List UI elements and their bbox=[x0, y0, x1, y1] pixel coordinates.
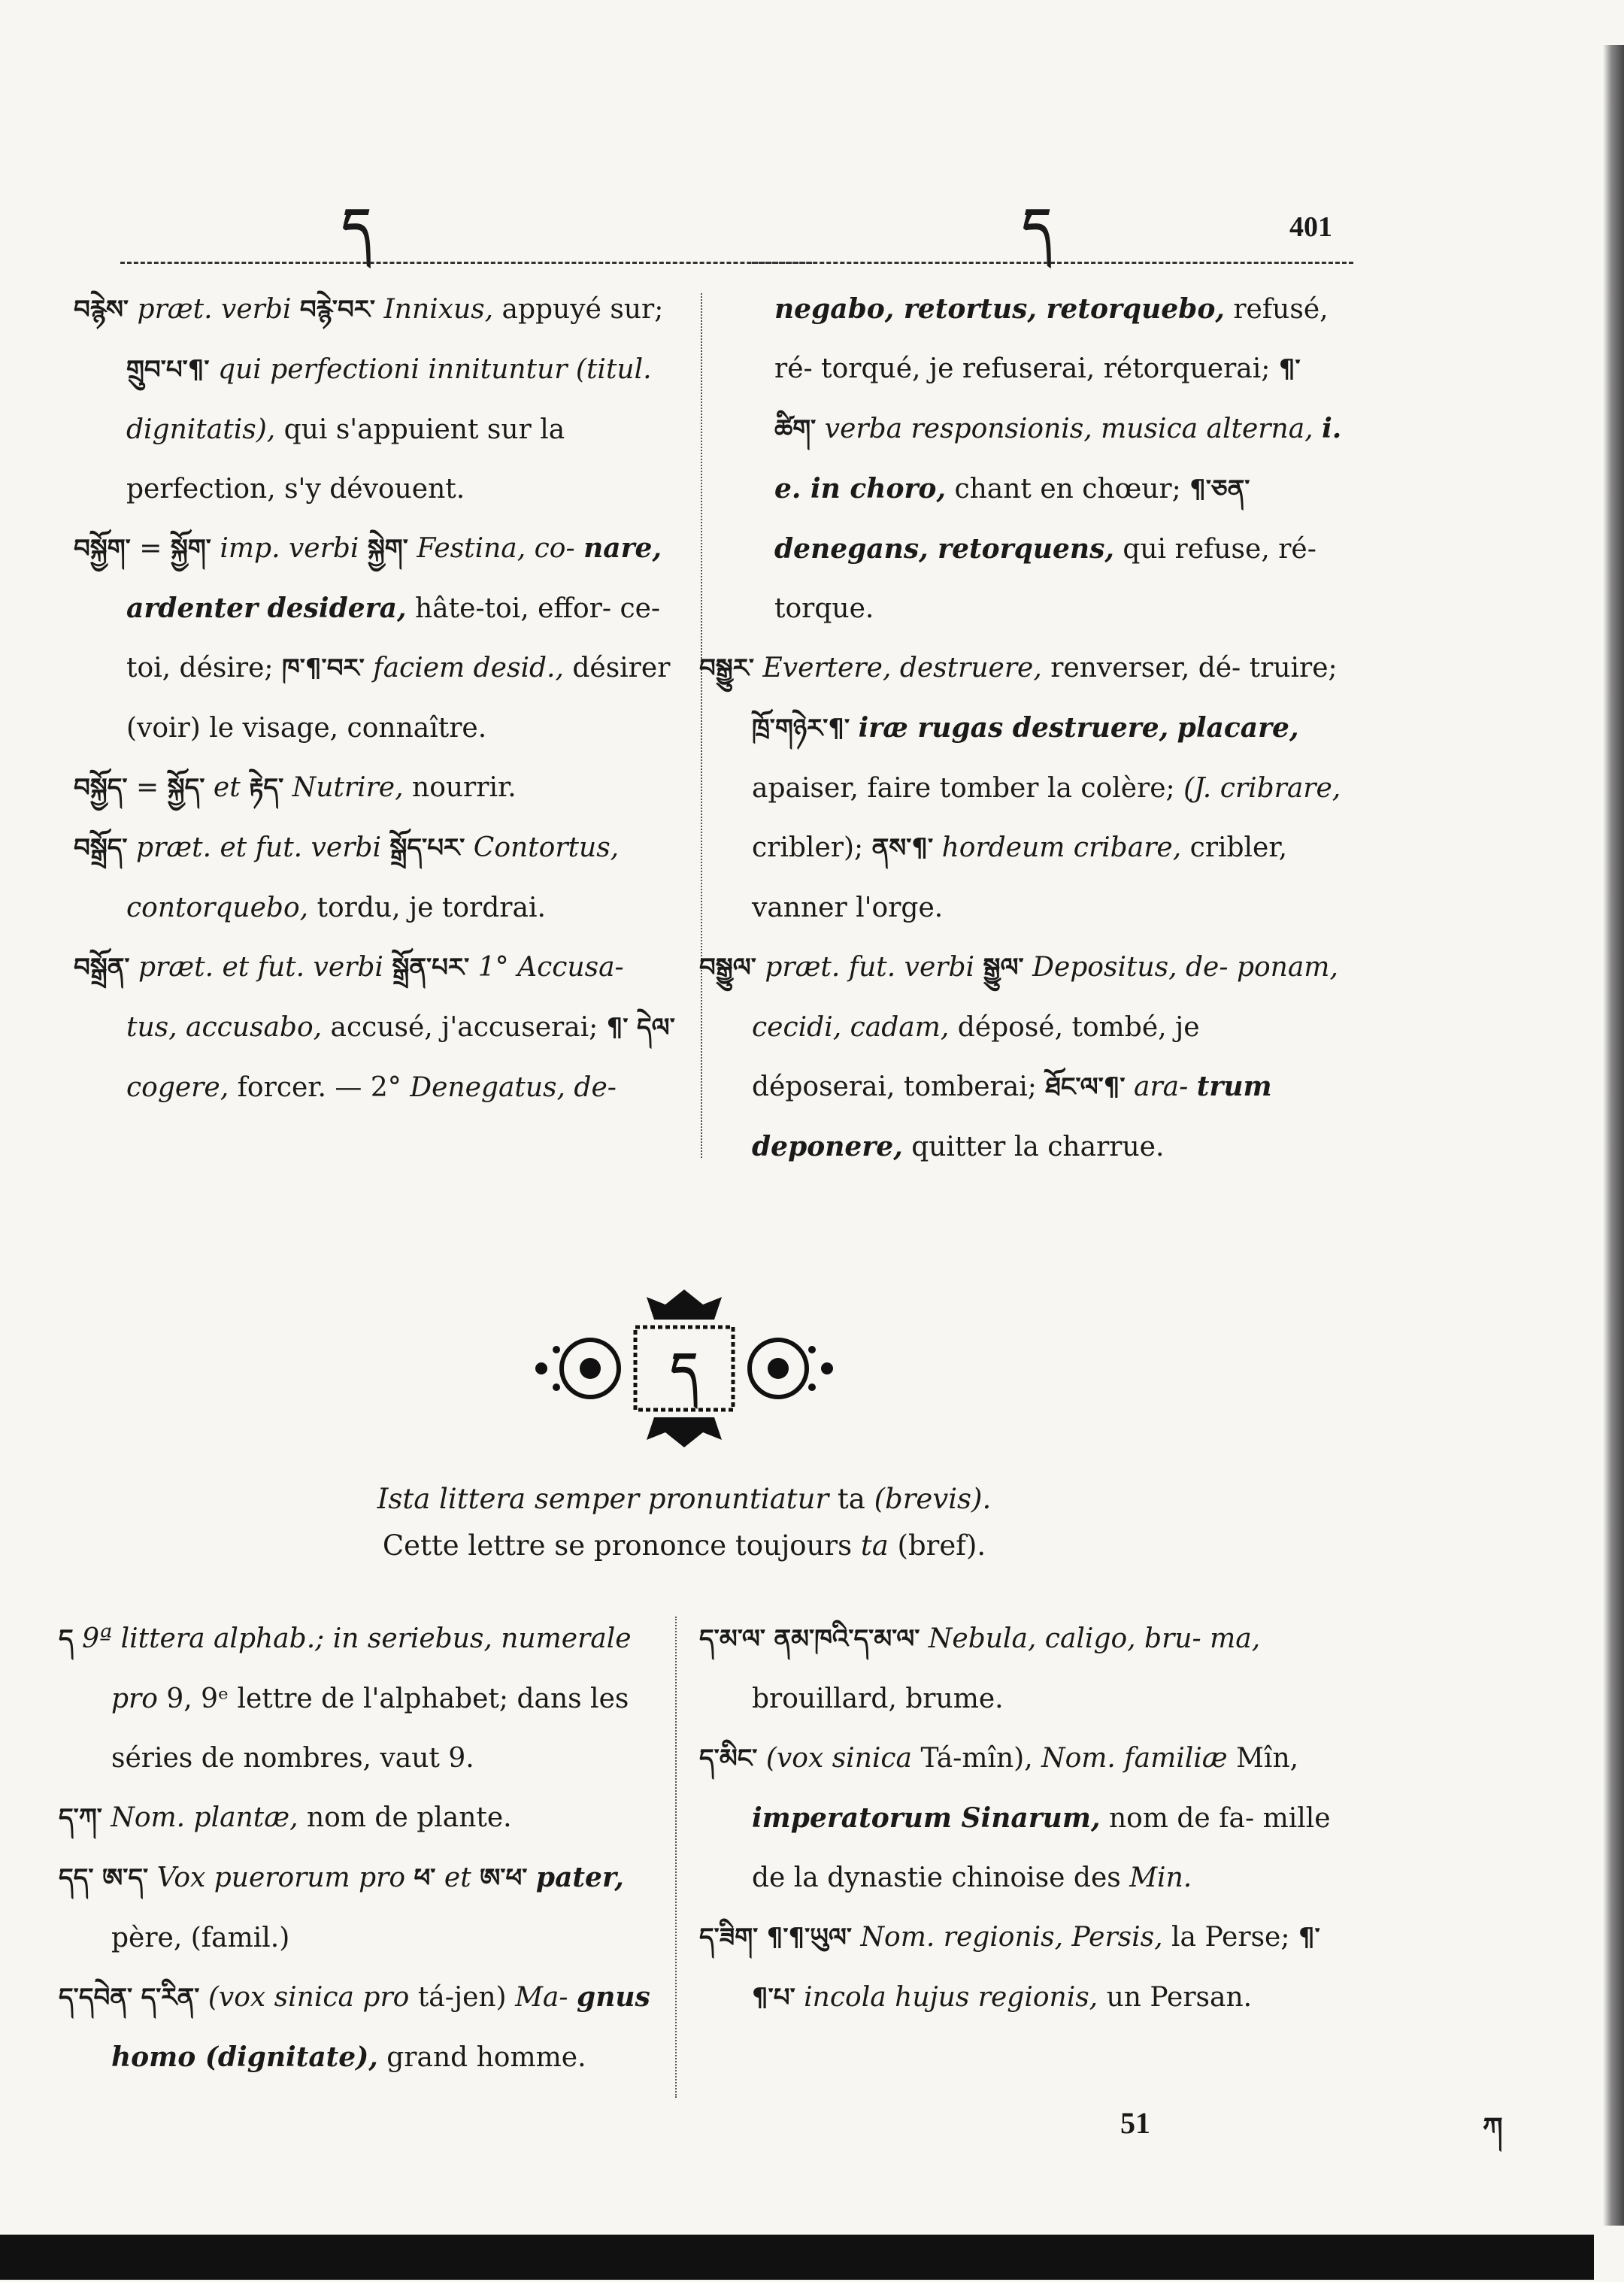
french-gloss: cribler); bbox=[752, 832, 864, 863]
french-gloss: torqué, je refuserai, rétorquerai; bbox=[821, 353, 1271, 384]
latin-note-end: (brevis). bbox=[874, 1483, 992, 1515]
dictionary-entry bbox=[59, 1609, 666, 1788]
tibetan-word: སྒྲོན་པར་ bbox=[392, 953, 470, 983]
conjunction: et bbox=[444, 1862, 471, 1893]
grammar-note: præt. et fut. verbi bbox=[138, 952, 383, 983]
tibetan-word: ཁ་¶་བར་ bbox=[281, 653, 365, 683]
tibetan-headword: ད་ཟིག་ bbox=[699, 1923, 759, 1953]
grammar-note: præt. et fut. verbi bbox=[136, 832, 381, 863]
latin-gloss: Contortus, bbox=[473, 832, 620, 863]
dictionary-entry bbox=[699, 1729, 1338, 1908]
latin-gloss: denegans, retorquens, bbox=[774, 533, 1114, 565]
latin-gloss: Evertere, destruere, bbox=[762, 653, 1042, 683]
french-gloss: chant en chœur; bbox=[954, 474, 1181, 505]
french-gloss: brouillard, brume. bbox=[752, 1683, 1004, 1714]
dictionary-entry bbox=[699, 1609, 1338, 1729]
ornament-letter: ད bbox=[671, 1342, 698, 1397]
grammar-note: præt. fut. verbi bbox=[765, 952, 975, 983]
grammar-note: præt. verbi bbox=[137, 294, 292, 325]
dictionary-entry bbox=[699, 638, 1346, 938]
tibetan-word: ཕ་ bbox=[414, 1863, 436, 1893]
tibetan-word: ནས་¶་ bbox=[871, 833, 934, 863]
tibetan-headword: ད་མ་ལ་ bbox=[699, 1624, 765, 1654]
tibetan-word: ¶་ཅན་ bbox=[1189, 474, 1250, 505]
french-gloss: torque. bbox=[774, 593, 874, 624]
tibetan-word: ཨ་ཕ་ bbox=[480, 1863, 528, 1893]
latin-gloss: cogere, bbox=[126, 1072, 229, 1103]
tibetan-word: ¶་ bbox=[606, 1013, 629, 1043]
latin-gloss: placare, bbox=[1177, 712, 1299, 744]
french-gloss: qui refuse, ré- bbox=[1123, 534, 1316, 565]
latin-gloss: gnus homo (dignitate), bbox=[111, 1981, 650, 2073]
tibetan-word: སྒྲོད་པར་ bbox=[389, 833, 465, 863]
latin-gloss: pro bbox=[111, 1683, 158, 1714]
latin-gloss: pater, bbox=[535, 1862, 624, 1893]
dictionary-entry bbox=[699, 1908, 1338, 2028]
latin-gloss: Depositus, de- bbox=[1032, 952, 1229, 983]
tibetan-headword: བསྒྲོན་ bbox=[74, 953, 130, 983]
grammar-note: imp. verbi bbox=[220, 533, 359, 564]
romanization: tá-jen) bbox=[417, 1982, 507, 2013]
tibetan-word: ཁྲོ་གཉེར་¶་ bbox=[752, 714, 850, 744]
scan-edge-shadow bbox=[1603, 45, 1624, 2226]
equals-sign: = bbox=[136, 772, 159, 803]
french-gloss: appuyé bbox=[501, 294, 601, 325]
latin-gloss: nare, ardenter desidera, bbox=[126, 532, 662, 624]
header-letter-left: ད bbox=[342, 197, 371, 256]
tibetan-word: ཐོང་ལ་¶་ bbox=[1045, 1072, 1126, 1102]
conjunction: et bbox=[213, 772, 241, 803]
latin-sound: ta bbox=[837, 1483, 865, 1515]
dictionary-entry bbox=[699, 938, 1346, 1177]
dictionary-entry-continued bbox=[722, 280, 1346, 638]
pronunciation-french bbox=[0, 1526, 1368, 1565]
french-note: Cette lettre se prononce toujours bbox=[382, 1529, 853, 1562]
french-sound: ta bbox=[860, 1529, 889, 1562]
tibetan-headword: བསྒྲོད་ bbox=[74, 833, 128, 863]
tibetan-headword: བསྒྱུལ་ bbox=[699, 953, 756, 983]
latin-gloss: (J. cribrare, bbox=[1183, 773, 1341, 804]
upper-right-column bbox=[699, 280, 1346, 1177]
latin-gloss: (vox sinica pro bbox=[208, 1982, 410, 2013]
latin-gloss: Vox puerorum pro bbox=[156, 1862, 406, 1893]
dictionary-entry bbox=[74, 758, 683, 818]
latin-gloss: 1° Accusa- bbox=[477, 952, 624, 983]
romanization: Tá-mîn), bbox=[920, 1743, 1033, 1774]
french-gloss: 9, 9ᵉ lettre de l'alphabet; dans les bbox=[166, 1683, 629, 1714]
latin-gloss: faciem desid., bbox=[373, 653, 564, 683]
header-rule-left bbox=[120, 262, 812, 264]
french-gloss: truire; bbox=[1249, 653, 1338, 683]
latin-gloss: ma, bbox=[1210, 1623, 1261, 1654]
latin-gloss: Nebula, caligo, bru- bbox=[928, 1623, 1201, 1654]
french-gloss: refusé, ré- bbox=[774, 294, 1329, 384]
tibetan-word: སྐྱོག་ bbox=[170, 534, 211, 564]
latin-gloss: Nutrire, bbox=[292, 772, 404, 803]
latin-gloss: iræ rugas destruere, bbox=[858, 712, 1169, 744]
page-number: 401 bbox=[1289, 211, 1332, 243]
french-gloss: tordu, je tordrai. bbox=[317, 892, 546, 923]
latin-gloss: imperatorum Sinarum, bbox=[752, 1802, 1101, 1834]
tibetan-word: གྲུབ་པ་¶་ bbox=[126, 355, 210, 385]
dictionary-entry bbox=[74, 519, 683, 758]
latin-gloss: (vox sinica bbox=[765, 1743, 913, 1774]
latin-gloss: Festina, co- bbox=[417, 533, 575, 564]
pronunciation-latin bbox=[0, 1480, 1368, 1519]
tibetan-word: བརྙེ་བར་ bbox=[299, 295, 376, 325]
latin-gloss: verba responsionis, musica alterna, bbox=[824, 414, 1313, 444]
french-gloss: la perfection, s'y dévouent. bbox=[126, 414, 565, 505]
french-gloss: séries de nombres, vaut 9. bbox=[111, 1743, 474, 1774]
letter-ornament bbox=[526, 1289, 842, 1447]
french-note-end: (bref). bbox=[897, 1529, 986, 1562]
tibetan-word: སྐྱོད་ bbox=[167, 773, 205, 803]
tibetan-word: རྟེད་ bbox=[249, 773, 284, 803]
dictionary-entry bbox=[74, 818, 683, 938]
tibetan-word: ཨ་ད་ bbox=[102, 1863, 149, 1893]
latin-gloss: tus, accusabo, bbox=[126, 1012, 323, 1043]
upper-left-column bbox=[74, 280, 683, 1117]
latin-gloss: ara- bbox=[1133, 1071, 1189, 1102]
tibetan-headword: དད་ bbox=[59, 1863, 94, 1893]
column-divider-lower bbox=[675, 1617, 677, 2098]
tibetan-word: ད་རིན་ bbox=[141, 1983, 200, 2013]
latin-gloss: contorquebo, bbox=[126, 892, 309, 923]
french-gloss: je déposerai, tomberai; bbox=[752, 1012, 1200, 1102]
dictionary-entry bbox=[74, 280, 683, 519]
french-gloss: sur; bbox=[610, 294, 664, 325]
latin-gloss: 9ª littera alphab.; in seriebus, numerale bbox=[82, 1623, 632, 1654]
tibetan-headword: བསྐྱོད་ bbox=[74, 773, 128, 803]
french-gloss: père, (famil.) bbox=[111, 1923, 290, 1953]
lower-left-column bbox=[59, 1609, 666, 2087]
latin-gloss: Innixus, bbox=[383, 294, 494, 325]
tibetan-word: ¶་ bbox=[1278, 354, 1301, 384]
romanization: Min. bbox=[1129, 1862, 1192, 1893]
french-gloss: ce-toi, désire; bbox=[126, 593, 661, 683]
tibetan-headword: ད་དབེན་ bbox=[59, 1983, 133, 2013]
french-gloss: forcer. — 2° bbox=[237, 1072, 401, 1103]
tibetan-word: ནམ་ཁའི་ད་མ་ལ་ bbox=[774, 1624, 920, 1654]
latin-gloss: cribare, bbox=[1073, 832, 1182, 863]
tibetan-word: སྒྱུལ་ bbox=[983, 953, 1024, 983]
tibetan-word: ཚིག་ bbox=[774, 414, 817, 444]
latin-gloss: Ma- bbox=[515, 1982, 568, 2013]
dictionary-entry bbox=[59, 1848, 666, 1968]
french-gloss: apaiser, faire tomber la colère; bbox=[752, 773, 1175, 804]
french-gloss: la bbox=[1171, 1922, 1196, 1953]
scan-bottom-bar bbox=[0, 2235, 1594, 2280]
latin-gloss: trum deponere, bbox=[752, 1071, 1272, 1162]
tibetan-word: ¶་¶་པ་ bbox=[752, 1923, 1320, 2013]
french-gloss: qui s'appuient sur bbox=[283, 414, 532, 445]
french-gloss: accusé, j'accuserai; bbox=[330, 1012, 598, 1043]
french-gloss: renverser, dé- bbox=[1050, 653, 1241, 683]
latin-gloss: (titul. dignitatis), bbox=[126, 354, 652, 445]
tibetan-word: ¶་¶་ཡུལ་ bbox=[766, 1923, 853, 1953]
french-gloss: grand homme. bbox=[386, 2042, 586, 2073]
tibetan-headword: ད bbox=[59, 1624, 74, 1654]
tibetan-word: སྐྱེག་ bbox=[367, 534, 408, 564]
latin-gloss: qui perfectioni innituntur bbox=[218, 354, 568, 385]
latin-gloss: Nom. regionis, Persis, bbox=[860, 1922, 1163, 1953]
romanization: Mîn, bbox=[1236, 1743, 1299, 1774]
latin-gloss: hordeum bbox=[941, 832, 1065, 863]
tibetan-headword: བསྒྱུར་ bbox=[699, 653, 755, 683]
latin-gloss: Nom. familiæ bbox=[1041, 1743, 1228, 1774]
latin-gloss: negabo, retortus, retorquebo, bbox=[774, 293, 1225, 325]
latin-gloss: Denegatus, de- bbox=[410, 1072, 617, 1103]
french-gloss: désirer (voir) le visage, connaître. bbox=[126, 653, 671, 744]
dictionary-entry bbox=[59, 1968, 666, 2087]
equals-sign: = bbox=[139, 533, 162, 564]
french-gloss: nom de plante. bbox=[306, 1802, 512, 1833]
header-rule-right bbox=[752, 262, 1353, 264]
french-gloss: nourrir. bbox=[412, 772, 517, 803]
french-gloss: mille de la dynastie chinoise des bbox=[752, 1803, 1331, 1893]
french-gloss: cribler, vanner l'orge. bbox=[752, 832, 1288, 923]
tibetan-headword: ད་མིང་ bbox=[699, 1744, 758, 1774]
french-gloss: déposé, tombé, bbox=[957, 1012, 1167, 1043]
lower-right-column bbox=[699, 1609, 1338, 2028]
tibetan-headword: བསྐྱོག་ bbox=[74, 534, 131, 564]
french-gloss: quitter la charrue. bbox=[911, 1132, 1165, 1162]
latin-gloss: i. e. in choro, bbox=[774, 413, 1342, 505]
signature-mark: 51 bbox=[1120, 2106, 1150, 2140]
french-gloss: hâte-toi, effor- bbox=[414, 593, 612, 624]
latin-gloss: Nom. plantæ, bbox=[111, 1802, 298, 1833]
latin-gloss: ponam, cecidi, cadam, bbox=[752, 952, 1338, 1043]
french-gloss: un Persan. bbox=[1106, 1982, 1253, 2013]
french-gloss: nom de fa- bbox=[1108, 1803, 1255, 1834]
tibetan-word: དེལ་ bbox=[637, 1013, 675, 1043]
latin-note: Ista littera semper pronuntiatur bbox=[377, 1483, 829, 1515]
french-gloss: Perse; bbox=[1204, 1922, 1290, 1953]
margin-mark: ཀ bbox=[1483, 2111, 1503, 2144]
tibetan-headword: ད་ཀ་ bbox=[59, 1803, 102, 1833]
latin-gloss: incola hujus regionis, bbox=[804, 1982, 1098, 2013]
dictionary-entry bbox=[59, 1788, 666, 1848]
header-letter-right: ད bbox=[1023, 197, 1052, 256]
dictionary-entry bbox=[74, 938, 683, 1117]
tibetan-headword: བརྙེས་ bbox=[74, 295, 129, 325]
